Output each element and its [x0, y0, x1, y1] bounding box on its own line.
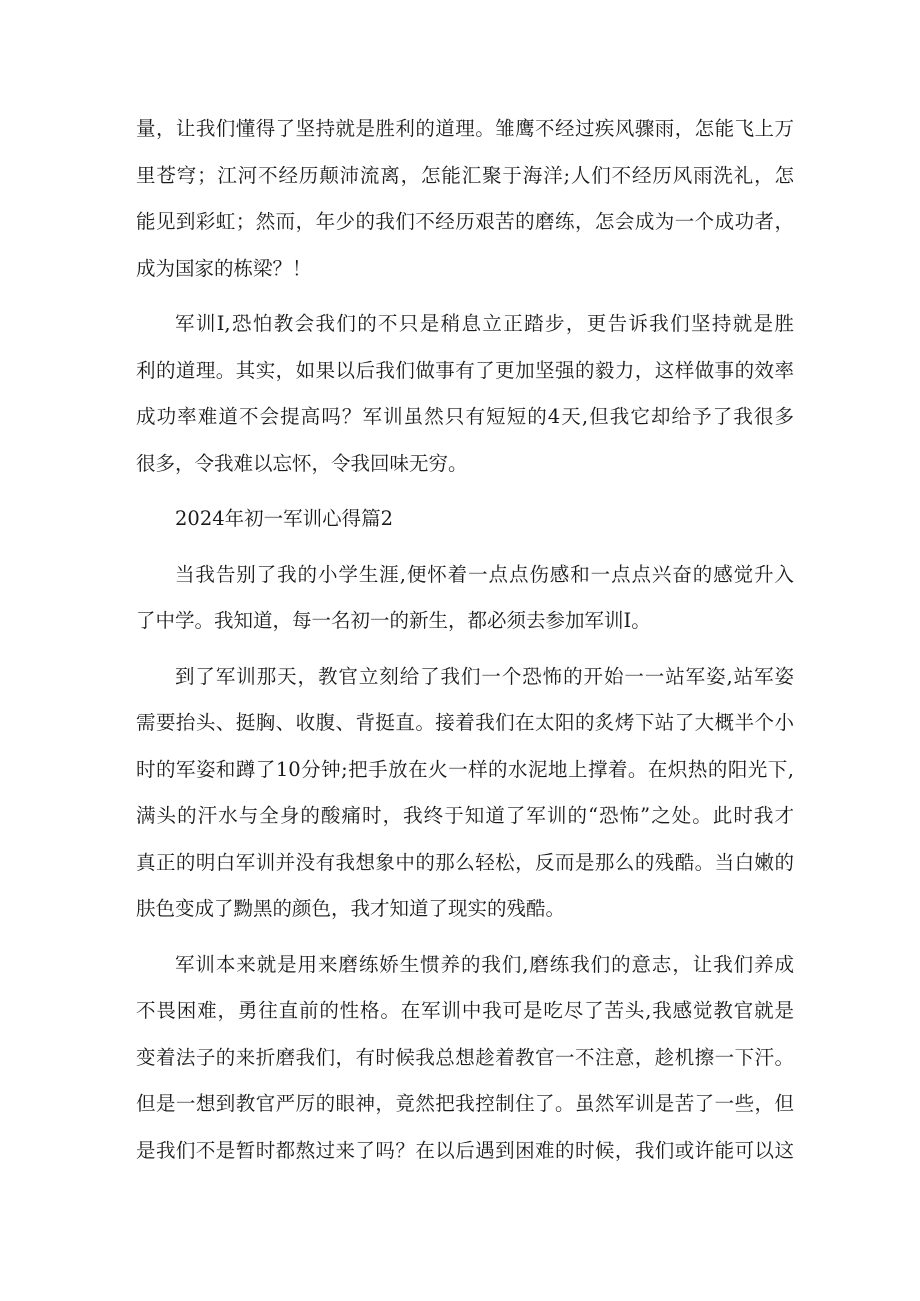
paragraph — [136, 106, 794, 292]
paragraph — [136, 654, 794, 933]
text-line: 成为国家的栋梁？！ — [136, 256, 312, 280]
text-line: 是我们不是暂时都熬过来了吗？在以后遇到困难的时候，我们或许能可以这 — [136, 1138, 794, 1162]
section-heading — [136, 496, 794, 543]
text-line: 满头的汗水与全身的酸痛时，我终于知道了军训的“恐怖”之处。此时我才 — [136, 804, 794, 827]
text-line: 军训本来就是用来磨练娇生惯养的我们,磨练我们的意志，让我们养成 — [175, 952, 794, 976]
text-line: 军训I,恐怕教会我们的不只是稍息立正踏步，更告诉我们坚持就是胜 — [175, 312, 794, 335]
text-line: 需要抬头、挺胸、收腹、背挺直。接着我们在太阳的炙烤下站了大概半个小 — [136, 711, 794, 734]
text-line: 量，让我们懂得了坚持就是胜利的道理。雏鹰不经过疾风骤雨，怎能飞上万 — [136, 117, 794, 140]
text-line: 肤色变成了黝黑的颜色，我才知道了现实的残酷。 — [136, 897, 566, 920]
text-line: 真正的明白军训并没有我想象中的那么轻松，反而是那么的残酷。当白嫩的 — [136, 850, 794, 874]
text-line: 变着法子的来折磨我们，有时候我总想趁着教官一不注意，趁机擦一下汗。 — [136, 1045, 794, 1069]
text-line: 到了军训那天，教官立刻给了我们一个恐怖的开始一一站军姿,站军姿 — [175, 664, 794, 688]
text-line: 里苍穹；江河不经历颠沛流离，怎能汇聚于海洋;人们不经历风雨洗礼，怎 — [136, 163, 794, 187]
text-line: 很多，令我难以忘怀，令我回味无穷。 — [136, 451, 468, 475]
heading-text: 2024年初一军训心得篇2 — [175, 507, 394, 530]
text-line: 当我告别了我的小学生涯,便怀着一点点伤感和一点点兴奋的感觉升入 — [175, 562, 794, 586]
text-line: 时的军姿和蹲了10分钟;把手放在火一样的水泥地上撑着。在炽热的阳光下, — [136, 757, 794, 781]
paragraph — [136, 942, 794, 1175]
paragraph — [136, 552, 794, 645]
text-line: 能见到彩虹；然而，年少的我们不经历艰苦的磨练，怎会成为一个成功者， — [136, 210, 794, 233]
paragraph — [136, 301, 794, 487]
text-line: 了中学。我知道，每一名初一的新生，都必须去参加军训I。 — [136, 609, 651, 632]
document-body — [136, 106, 794, 1174]
text-line: 利的道理。其实，如果以后我们做事有了更加坚强的毅力，这样做事的效率 — [136, 358, 794, 382]
text-line: 成功率难道不会提高吗？军训虽然只有短短的4天,但我它却给予了我很多 — [136, 405, 794, 428]
text-line: 但是一想到教官严厉的眼神，竟然把我控制住了。虽然军训是苦了一些，但 — [136, 1092, 794, 1115]
text-line: 不畏困难，勇往直前的性格。在军训中我可是吃尽了苦头,我感觉教官就是 — [136, 999, 794, 1022]
